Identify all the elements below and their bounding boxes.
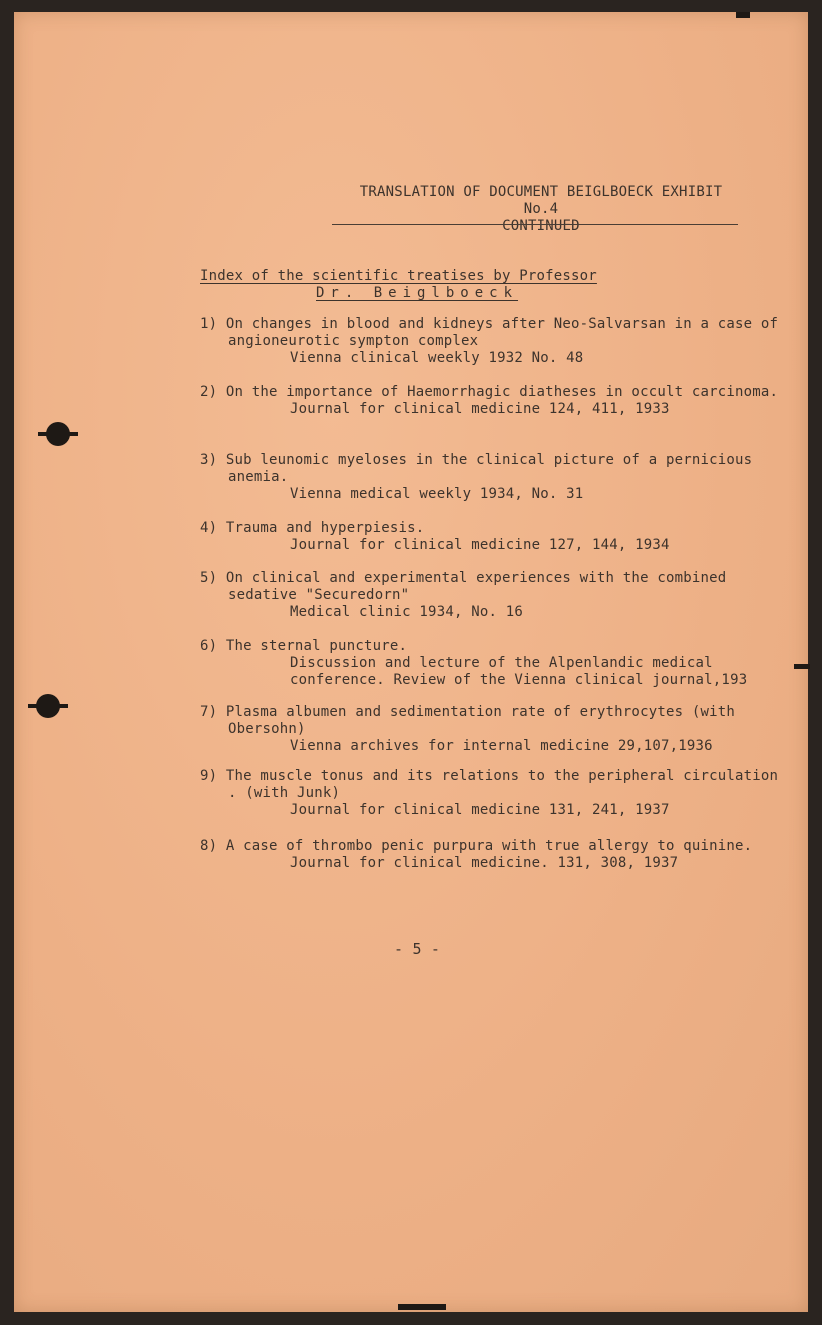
- treatise-entry: [200, 520, 780, 554]
- header-continued: CONTINUED: [502, 218, 580, 234]
- entry-source: Journal for clinical medicine 131, 241, 1937: [290, 802, 670, 818]
- entry-title: 7) Plasma albumen and sedimentation rate of erythrocytes (with Obersohn): [200, 704, 735, 737]
- header-title: TRANSLATION OF DOCUMENT BEIGLBOECK EXHIBIT No.4: [359, 184, 723, 217]
- punch-hole: [46, 422, 70, 446]
- treatise-entry: [200, 838, 780, 872]
- header-underline: [332, 224, 738, 225]
- entry-title: 6) The sternal puncture.: [200, 638, 408, 654]
- entry-source: Journal for clinical medicine. 131, 308, 1937: [290, 855, 679, 871]
- index-title-line1: Index of the scientific treatises by Professor: [200, 268, 597, 284]
- entry-title: 9) The muscle tonus and its relations to the peripheral circulation . (with Junk): [200, 768, 779, 801]
- entry-source: Journal for clinical medicine 127, 144, 1934: [290, 537, 670, 553]
- entry-title: 8) A case of thrombo penic purpura with true allergy to quinine.: [200, 838, 753, 854]
- entry-title: 5) On clinical and experimental experiences with the combined sedative "Securedorn": [200, 570, 727, 603]
- treatise-entry: [200, 638, 780, 689]
- document-header: [346, 184, 736, 235]
- treatise-entry: [200, 570, 780, 621]
- tear-mark: [794, 664, 810, 669]
- tear-mark: [398, 1304, 446, 1310]
- treatise-entry: [200, 316, 780, 367]
- document-page: [14, 12, 808, 1312]
- entry-title: 2) On the importance of Haemorrhagic diatheses in occult carcinoma.: [200, 384, 779, 400]
- entry-title: 4) Trauma and hyperpiesis.: [200, 520, 425, 536]
- treatise-entry: [200, 384, 780, 418]
- entry-source: Medical clinic 1934, No. 16: [290, 604, 523, 620]
- entry-source: Vienna clinical weekly 1932 No. 48: [290, 350, 584, 366]
- treatise-entry: [200, 704, 780, 755]
- treatise-entry: [200, 452, 780, 503]
- page-number: - 5 -: [394, 940, 441, 958]
- punch-hole: [36, 694, 60, 718]
- index-title-line2: Dr. Beiglboeck: [316, 285, 519, 301]
- index-title: [200, 268, 597, 302]
- entry-source: Journal for clinical medicine 124, 411, 1933: [290, 401, 670, 417]
- entry-source: Vienna archives for internal medicine 29,107,1936: [290, 738, 713, 754]
- treatise-entry: [200, 768, 780, 819]
- entry-title: 3) Sub leunomic myeloses in the clinical picture of a pernicious anemia.: [200, 452, 753, 485]
- entry-source: Discussion and lecture of the Alpenlandic medical conference. Review of the Vienna clinical journal,193: [290, 655, 748, 688]
- entry-title: 1) On changes in blood and kidneys after Neo-Salvarsan in a case of angioneurotic sympton complex: [200, 316, 779, 349]
- tear-mark: [736, 12, 750, 18]
- entry-source: Vienna medical weekly 1934, No. 31: [290, 486, 584, 502]
